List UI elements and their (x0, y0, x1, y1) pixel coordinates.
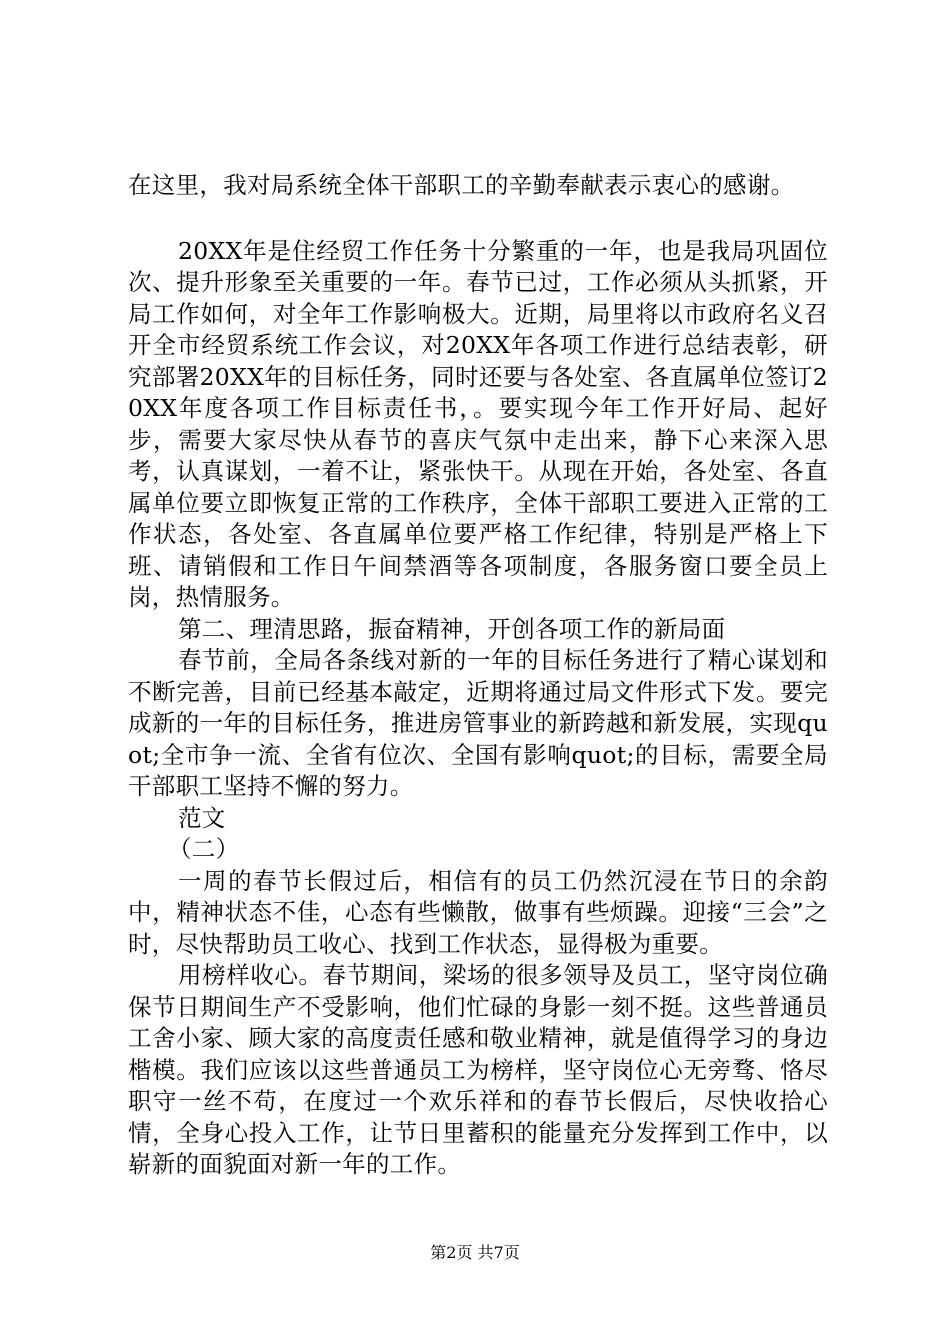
paragraph-work-plan: 20XX年是住经贸工作任务十分繁重的一年，也是我局巩固位次、提升形象至关重要的一年。春节已过，工作必须从头抓紧，开局工作如何，对全年工作影响极大。近期，局里将以市政府名义召开全市经贸系统工作会议，对20XX年各项工作进行总结表彰，研究部署20XX年的目标任务，同时还要与各处室、各直属单位签订20XX年度各项工作目标责任书，。要实现今年工作开好局、起好步，需要大家尽快从春节的喜庆气氛中走出来，静下心来深入思考，认真谋划，一着不让，紧张快干。从现在开始，各处室、各直属单位要立即恢复正常的工作秩序，全体干部职工要进入正常的工作状态，各处室、各直属单位要严格工作纪律，特别是严格上下班、请销假和工作日午间禁酒等各项制度，各服务窗口要全员上岗，热情服务。 (128, 236, 828, 611)
section-heading-second: 第二、理清思路，振奋精神，开创各项工作的新局面 (178, 614, 726, 643)
page-number-footer: 第2页 共7页 (430, 1243, 520, 1262)
paragraph-after-holiday: 一周的春节长假过后，相信有的员工仍然沉浸在节日的余韵中，精神状态不佳，心态有些懒散，做事有些烦躁。迎接“三会”之时，尽快帮助员工收心、找到工作状态，显得极为重要。 (128, 866, 828, 958)
label-sample-text: 范文 (178, 803, 226, 832)
paragraph-thanks: 在这里，我对局系统全体干部职工的辛勤奉献表示衷心的感谢。 (128, 171, 795, 199)
paragraph-role-models: 用榜样收心。春节期间，梁场的很多领导及员工，坚守岗位确保节日期间生产不受影响，他们忙碌的身影一刻不挺。这些普通员工舍小家、顾大家的高度责任感和敬业精神，就是值得学习的身边楷模。我们应该以这些普通员工为榜样，坚守岗位心无旁骛、恪尽职守一丝不苟，在度过一个欢乐祥和的春节长假后，尽快收拾心情，全身心投入工作，让节日里蓄积的能量充分发挥到工作中，以崭新的面貌面对新一年的工作。 (128, 961, 828, 1178)
paragraph-goals: 春节前，全局各条线对新的一年的目标任务进行了精心谋划和不断完善，目前已经基本敲定，近期将通过局文件形式下发。要完成新的一年的目标任务，推进房管事业的新跨越和新发展，实现quot;全市争一流、全省有位次、全国有影响quot;的目标，需要全局干部职工坚持不懈的努力。 (128, 646, 828, 800)
document-body (128, 170, 828, 1181)
paragraph-spacer (128, 202, 828, 236)
label-part-two: （二） (168, 835, 240, 863)
